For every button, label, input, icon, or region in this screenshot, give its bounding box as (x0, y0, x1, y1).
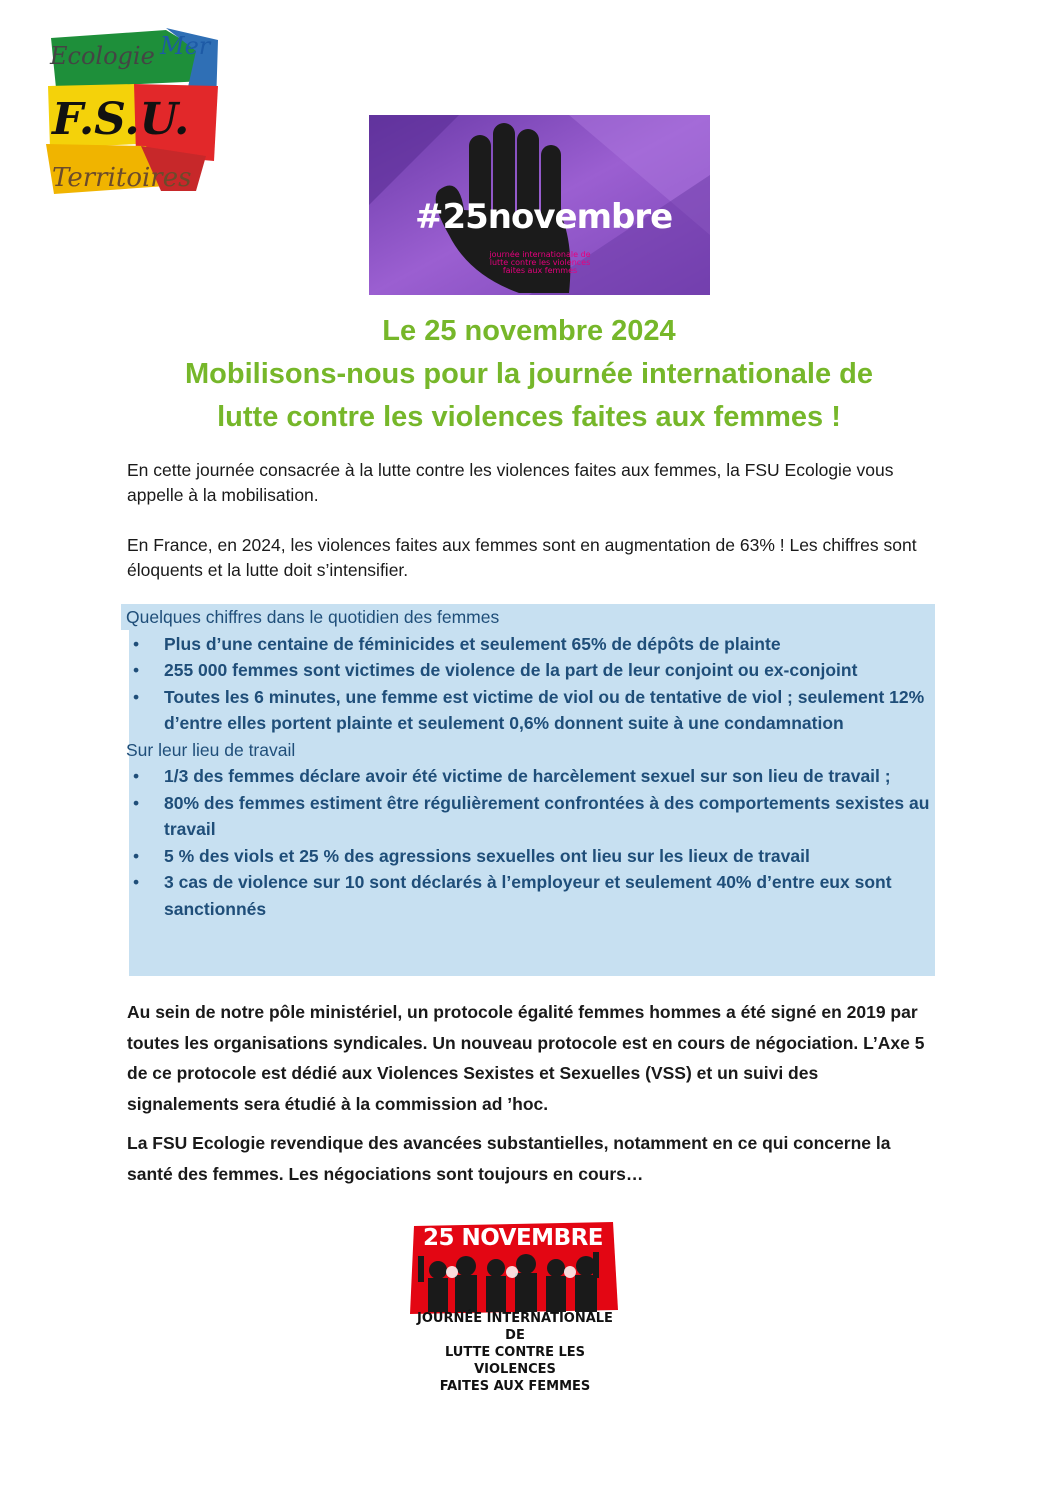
title-line-3: lutte contre les violences faites aux femmes ! (217, 401, 841, 433)
hero-hashtag: #25novembre (415, 197, 673, 237)
badge-caption-line-1: JOURNÉE INTERNATIONALE DE (417, 1311, 613, 1343)
work-stats-list (121, 763, 935, 922)
title-line-1: Le 25 novembre 2024 (382, 315, 676, 347)
svg-text:F.S.U.: F.S.U. (52, 94, 190, 145)
hero-subtitle: journée internationale de lutte contre les violences faites aux femmes (489, 250, 591, 275)
svg-text:Mer: Mer (160, 32, 211, 60)
section-heading-work: Sur leur lieu de travail (126, 739, 296, 760)
badge-title: 25 NOVEMBRE (422, 1225, 604, 1251)
bullet-icon: • (133, 845, 140, 866)
badge-caption (408, 1310, 622, 1395)
bullet-icon: • (133, 766, 140, 786)
svg-text:Territoires: Territoires (52, 163, 192, 193)
svg-text:Ecologie: Ecologie (50, 42, 155, 70)
list-item (121, 657, 935, 684)
list-item-text: 5 % des viols et 25 % des agressions sexuelles ont lieu sur les lieux de travail (164, 845, 810, 866)
list-item-text: 1/3 des femmes déclare avoir été victime de harcèlement sexuel sur son lieu de travail ; (164, 766, 891, 786)
demands-paragraph: La FSU Ecologie revendique des avancées substantielles, notamment en ce qui concerne la santé des femmes. Les négociations sont toujours en cours… (127, 1133, 891, 1184)
protocol-paragraph: Au sein de notre pôle ministériel, un protocole égalité femmes hommes a été signé en 2019 par toutes les organisations syndicales. Un nouveau protocole est en cours de négociation. L’Axe 5 de ce protocole est dédié aux Violences Sexistes et Sexuelles (VSS) et un suivi des signalements sera étudié à la commission ad ’hoc. (127, 1002, 925, 1114)
daily-stats-list (121, 631, 935, 737)
list-item-text: Toutes les 6 minutes, une femme est victime de viol ou de tentative de viol ; seulement 12% d’entre elles portent plainte et seulement 0,6% donnent suite à une condamnation (164, 686, 925, 733)
list-item-text: 80% des femmes estiment être régulièrement confrontées à des comportements sexistes au travail (164, 792, 930, 839)
hero-image (369, 115, 710, 295)
badge-caption-line-2: LUTTE CONTRE LES VIOLENCES (444, 1345, 586, 1377)
list-item (121, 684, 935, 737)
list-item-text: 255 000 femmes sont victimes de violence de la part de leur conjoint ou ex-conjoint (164, 660, 858, 680)
bullet-icon: • (133, 872, 140, 892)
title-line-2: Mobilisons-nous pour la journée internationale de (185, 358, 873, 390)
fsu-logo-graphic (46, 26, 221, 196)
list-item (121, 869, 935, 922)
fsu-logo (46, 26, 221, 196)
campaign-badge (408, 1222, 622, 1394)
list-item (121, 790, 935, 843)
list-item (121, 763, 935, 790)
statistics-box (121, 604, 935, 976)
section-heading-daily: Quelques chiffres dans le quotidien des femmes (126, 607, 500, 627)
bullet-icon: • (133, 686, 140, 707)
badge-caption-line-3: FAITES AUX FEMMES (439, 1379, 591, 1394)
list-item-text: Plus d’une centaine de féminicides et seulement 65% de dépôts de plainte (164, 633, 781, 654)
list-item (121, 843, 935, 870)
list-item-text: 3 cas de violence sur 10 sont déclarés à l’employeur et seulement 40% d’entre eux sont sanctionnés (164, 872, 892, 919)
bullet-icon: • (133, 633, 140, 654)
intro-paragraph-2: En France, en 2024, les violences faites aux femmes sont en augmentation de 63% ! Les chiffres sont éloquents et la lutte doit s’intensifier. (127, 535, 917, 580)
list-item (121, 631, 935, 658)
page-title (100, 310, 958, 439)
bullet-icon: • (133, 660, 140, 680)
intro-paragraph-1: En cette journée consacrée à la lutte contre les violences faites aux femmes, la FSU Ecologie vous appelle à la mobilisation. (127, 460, 894, 505)
bullet-icon: • (133, 792, 140, 813)
